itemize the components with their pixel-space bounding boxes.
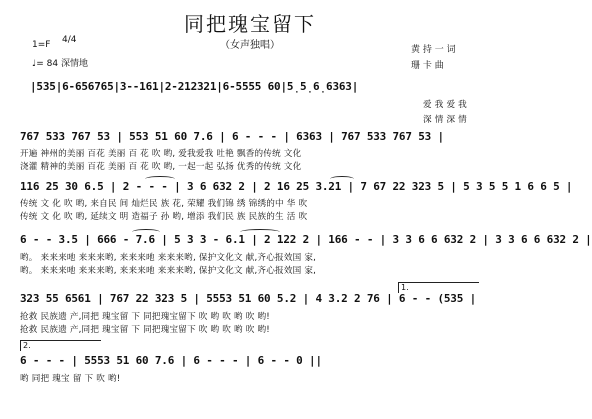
lyric-line: 开遍 神州的美丽 百花 美丽 百 花 吹 哟, 爱我爱我 吐艳 飘香的传统 文化 bbox=[20, 149, 302, 159]
slur-mark bbox=[132, 229, 160, 235]
notation-row: 767 533 767 53 | 553 51 60 7.6 | 6 - - - | 6363 | 767 533 767 53 | bbox=[20, 130, 444, 143]
slur-mark bbox=[240, 229, 280, 235]
song-subtitle: （女声独唱） bbox=[220, 40, 280, 51]
song-title: 同把瑰宝留下 bbox=[184, 12, 316, 36]
notation-row: 6 - - 3.5 | 666 - 7.6 | 5 3 3 - 6.1 | 2 122 2 | 166 - - | 3 3 6 6 632 2 | 3 3 6 6 632 2 | bbox=[20, 233, 592, 246]
slur-mark bbox=[145, 176, 175, 182]
lyric-line: 深 情 深 情 bbox=[423, 115, 467, 125]
composer-credit: 珊 卡 曲 bbox=[411, 61, 444, 71]
lyricist-credit: 黄 持 一 词 bbox=[411, 45, 456, 55]
tempo-marking: ♩= 84 深情地 bbox=[32, 59, 88, 69]
lyric-line: 传统 文 化 吹 哟, 延续文 明 造福子 孙 哟, 增添 我们民 族 民族的生 活 吹 bbox=[20, 212, 308, 222]
lyric-line: 抢救 民族遗 产,同把 瑰宝留 下 同把瑰宝留下 吹 哟 吹 哟 吹 哟! bbox=[20, 325, 270, 335]
lyric-line: 爱 我 爱 我 bbox=[423, 100, 467, 110]
slur-mark bbox=[330, 176, 354, 182]
notation-row: 116 25 30 6.5 | 2 - - - | 3 6 632 2 | 2 16 25 3.21 | 7 67 22 323 5 | 5 3 5 5 1 6 6 5 | bbox=[20, 180, 573, 193]
time-signature bbox=[62, 36, 76, 45]
time-signature-text: 4/4 bbox=[62, 35, 77, 45]
lyric-line: 哟 同把 瑰宝 留 下 吹 哟! bbox=[20, 374, 121, 384]
lyric-line: 浇灌 精神的美丽 百花 美丽 百 花 吹 哟, 一起一起 弘扬 优秀的传统 文化 bbox=[20, 162, 302, 172]
notation-row: |535|6-656765|3--161|2-212321|6-5555 60|5̣5̣6̣6363| bbox=[30, 80, 359, 93]
volta-bracket-2 bbox=[20, 340, 101, 351]
lyric-line: 传统 文 化 吹 哟, 来自民 间 灿烂民 族 花, 荣耀 我们锦 绣 锦绣的中 华 吹 bbox=[20, 199, 308, 209]
notation-row: 323 55 6561 | 767 22 323 5 | 5553 51 60 5.2 | 4 3.2 2 76 | 6 - - (535 | bbox=[20, 292, 477, 305]
lyric-line: 抢救 民族遗 产,同把 瑰宝留 下 同把瑰宝留下 吹 哟 吹 哟 吹 哟! bbox=[20, 312, 270, 322]
volta-number: 2. bbox=[23, 341, 31, 350]
lyric-line: 哟。 来来来吔 来来来哟, 来来来吔 来来来哟, 保护文化文 献,齐心报效国 家, bbox=[20, 266, 317, 276]
notation-row: 6 - - - | 5553 51 60 7.6 | 6 - - - | 6 - - 0 || bbox=[20, 354, 322, 367]
key-signature: 1=F bbox=[32, 40, 51, 50]
lyric-line: 哟。 来来来吔 来来来哟, 来来来吔 来来来哟, 保护文化文 献,齐心报效国 家, bbox=[20, 253, 317, 263]
volta-number: 1. bbox=[401, 283, 409, 292]
